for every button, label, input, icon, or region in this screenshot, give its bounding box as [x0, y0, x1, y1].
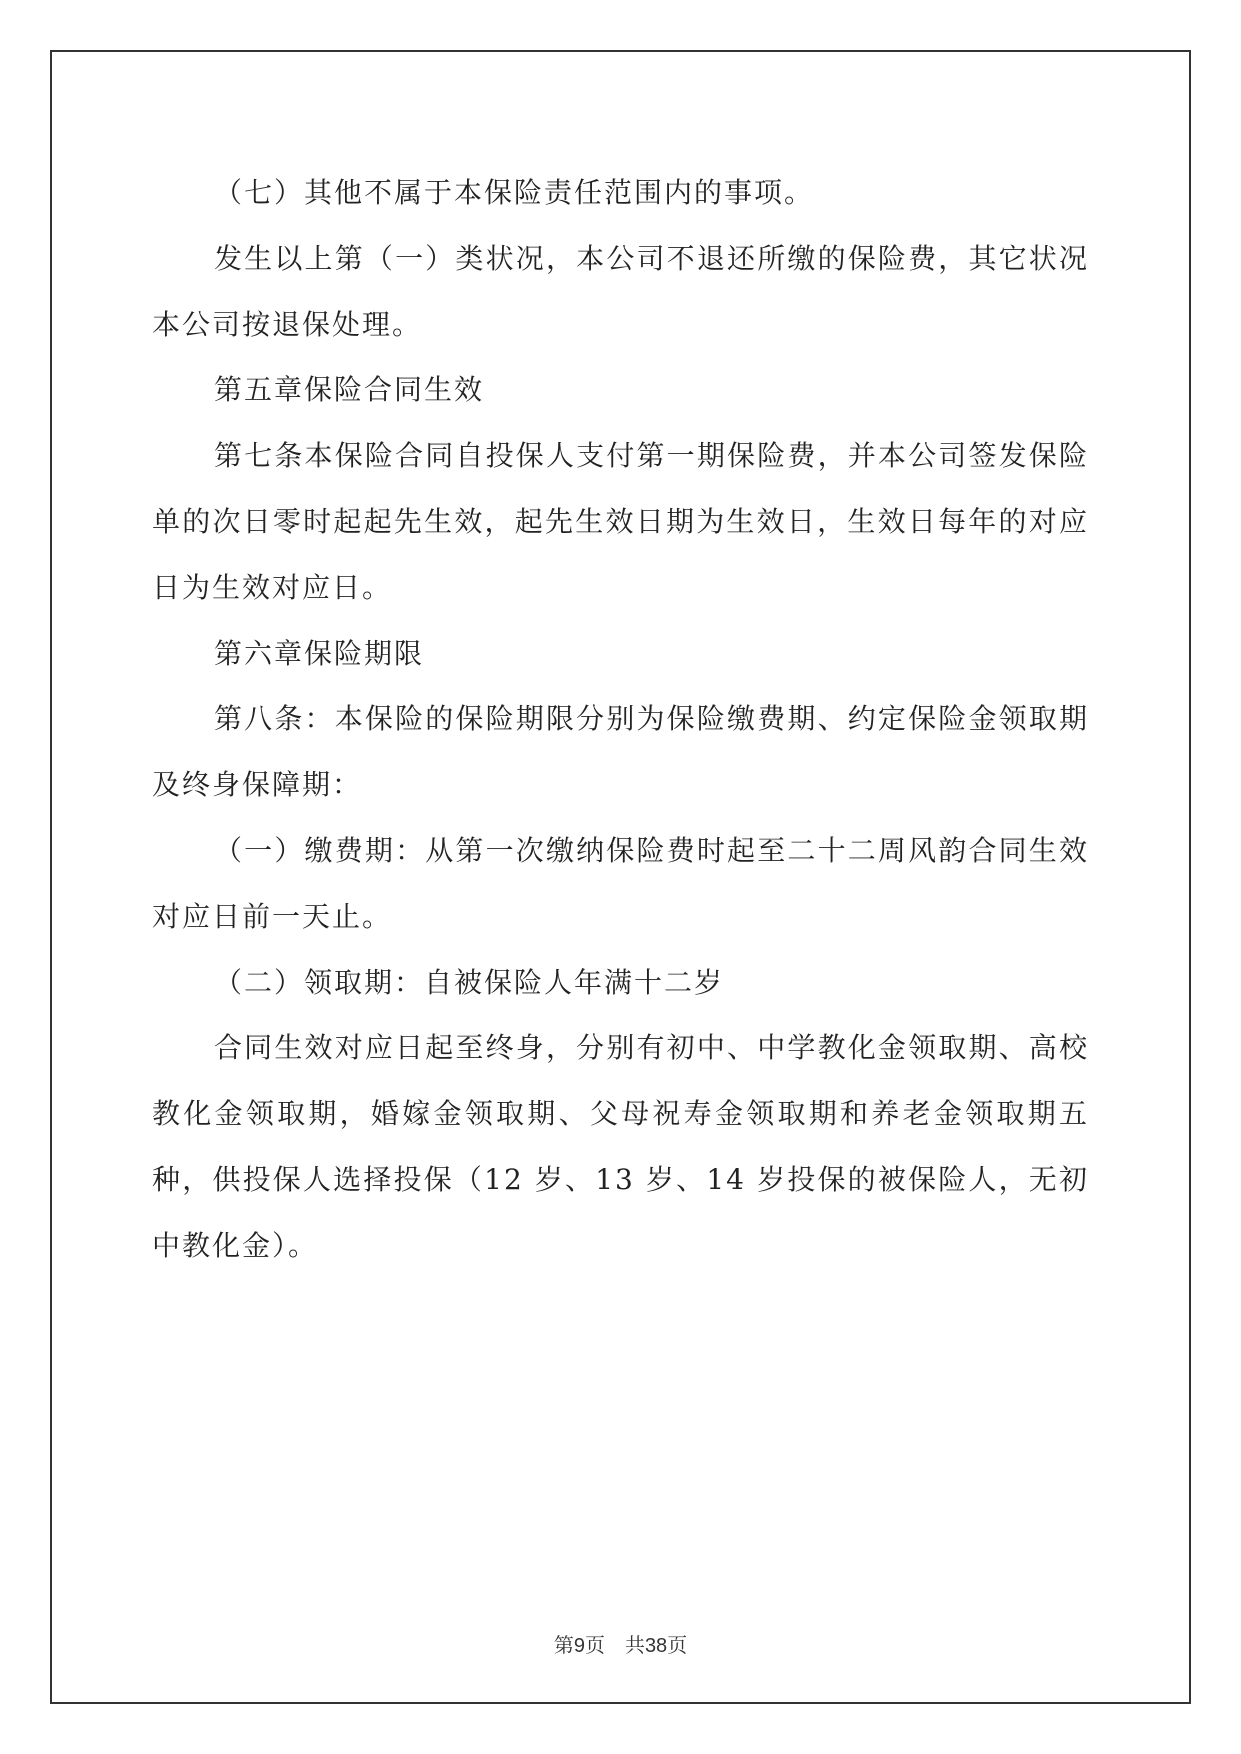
payment-period-paragraph: （一）缴费期：从第一次缴纳保险费时起至二十二周风韵合同生效对应日前一天止。: [152, 833, 1089, 933]
footer-current-page: 9: [573, 1635, 585, 1657]
collection-period-paragraph: （二）领取期：自被保险人年满十二岁: [214, 965, 725, 999]
article-7-paragraph: 第七条本保险合同自投保人支付第一期保险费，并本公司签发保险单的次日零时起起先生效，起先生效日期为生效日，生效日每年的对应日为生效对应日。: [152, 439, 1089, 604]
article-8-paragraph: 第八条：本保险的保险期限分别为保险缴费期、约定保险金领取期及终身保障期：: [152, 702, 1089, 802]
footer-total-pages: 38: [644, 1635, 668, 1657]
footer-suffix: 页: [667, 1633, 688, 1657]
chapter-6-heading: 第六章保险期限: [214, 636, 425, 670]
page-footer: [0, 1633, 1241, 1658]
footer-middle: 页 共: [584, 1633, 645, 1657]
paragraph-item-7: （七）其他不属于本保险责任范围内的事项。: [214, 176, 815, 209]
footer-prefix: 第: [553, 1633, 574, 1657]
document-body: [152, 160, 1089, 1279]
collection-types-paragraph: 合同生效对应日起至终身，分别有初中、中学教化金领取期、高校教化金领取期，婚嫁金领取期、父母祝寿金领取期和养老金领取期五种，供投保人选择投保（12 岁、13 岁、14 岁投保的被保险人，无初中教化金）。: [152, 1031, 1089, 1262]
paragraph-refund-rule: 发生以上第（一）类状况，本公司不退还所缴的保险费，其它状况本公司按退保处理。: [152, 241, 1089, 341]
chapter-5-heading: 第五章保险合同生效: [214, 373, 485, 407]
